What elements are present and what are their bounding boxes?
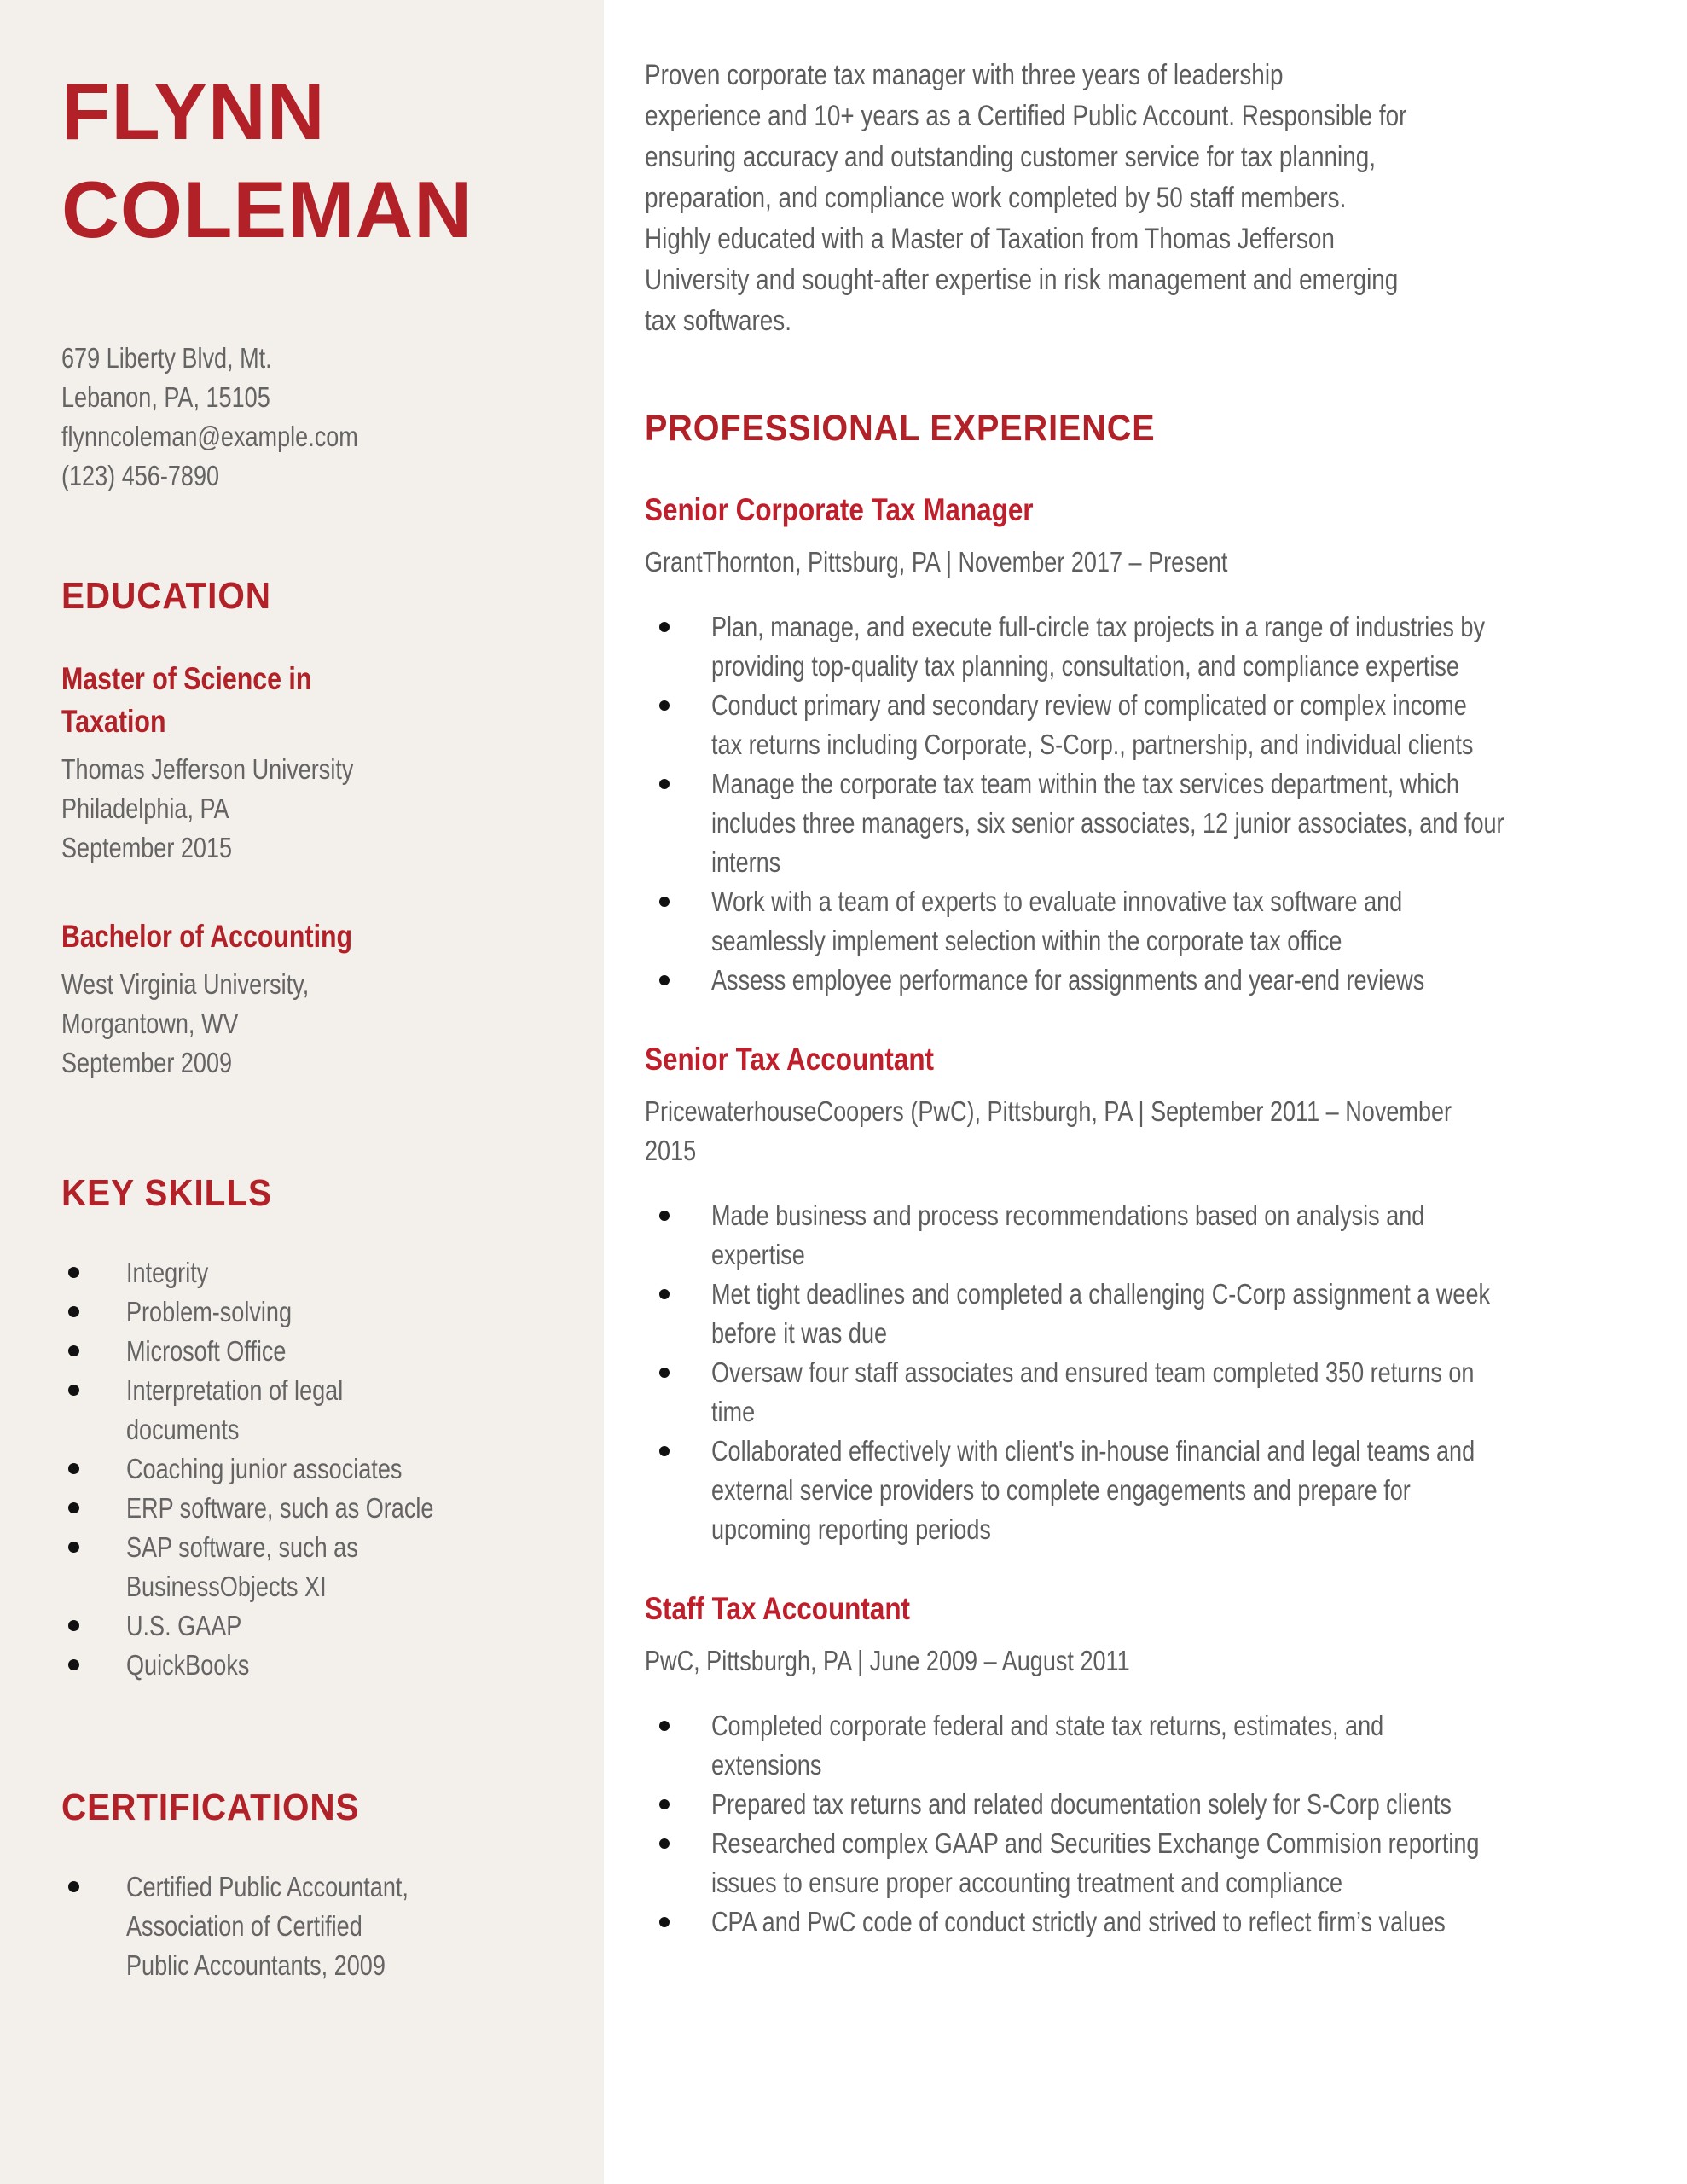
job-bullet-list xyxy=(645,607,1678,1000)
bullet-item-line: external service providers to complete engagements and prepare for xyxy=(711,1474,1411,1506)
key-skills-list xyxy=(61,1253,530,1685)
bullet-item xyxy=(645,1706,1678,1785)
summary-line-line: Highly educated with a Master of Taxation from Thomas Jefferson xyxy=(645,223,1335,255)
job-meta-line xyxy=(645,543,1493,582)
skill-item-line: Integrity xyxy=(126,1257,209,1288)
contact-address-line2: Lebanon, PA, 15105 xyxy=(61,381,270,413)
summary-line xyxy=(645,177,1493,218)
candidate-name xyxy=(61,62,530,258)
skill-item xyxy=(61,1646,530,1685)
job-bullet-list xyxy=(645,1196,1678,1549)
degree-title-line xyxy=(61,915,446,958)
degree-title-line-line: Taxation xyxy=(61,704,166,739)
bullet-item xyxy=(645,686,1678,764)
summary-line-line: tax softwares. xyxy=(645,305,791,337)
skill-item-line: Interpretation of legal xyxy=(126,1374,344,1406)
contact-email: flynncoleman@example.com xyxy=(61,421,358,452)
contact-phone: (123) 456-7890 xyxy=(61,460,220,491)
job-title: Staff Tax Accountant xyxy=(645,1591,911,1626)
bullet-item xyxy=(645,1353,1678,1432)
bullet-item xyxy=(645,961,1678,1000)
key-skills-heading: KEY SKILLS xyxy=(61,1172,272,1214)
candidate-first-name: FLYNN xyxy=(61,67,326,156)
bullet-item xyxy=(645,1785,1678,1824)
summary-line xyxy=(645,136,1493,177)
degree-school: Thomas Jefferson University xyxy=(61,753,354,785)
summary-line-line: Proven corporate tax manager with three years of leadership xyxy=(645,59,1284,91)
bullet-item-line: Met tight deadlines and completed a challenging C-Corp assignment a week xyxy=(711,1278,1491,1310)
main-column xyxy=(604,0,1687,2184)
skill-item xyxy=(61,1449,530,1489)
bullet-item-line: tax returns including Corporate, S-Corp., partnership, and individual clients xyxy=(711,729,1474,760)
degree-entry xyxy=(61,915,530,1083)
job-meta-line-line: GrantThornton, Pittsburg, PA | November 2017 – Present xyxy=(645,546,1228,578)
bullet-item-line: Manage the corporate tax team within the tax services department, which xyxy=(711,768,1459,799)
bullet-item-line: Researched complex GAAP and Securities Exchange Commision reporting xyxy=(711,1827,1480,1859)
degree-title xyxy=(61,915,530,958)
job-meta-line xyxy=(645,1092,1493,1131)
bullet-item xyxy=(645,607,1678,686)
degree-location: Philadelphia, PA xyxy=(61,793,229,824)
job-meta xyxy=(645,1092,1678,1170)
bullet-item-line: Completed corporate federal and state tax returns, estimates, and xyxy=(711,1710,1384,1741)
job-meta-line-line: 2015 xyxy=(645,1135,697,1166)
skill-item-line: Microsoft Office xyxy=(126,1335,287,1367)
certification-item xyxy=(61,1867,530,1985)
certifications-list xyxy=(61,1867,530,1985)
bullet-item xyxy=(645,1196,1678,1275)
bullet-item-line: includes three managers, six senior associates, 12 junior associates, and four xyxy=(711,807,1504,839)
bullet-item-line: issues to ensure proper accounting treatment and compliance xyxy=(711,1867,1343,1898)
bullet-item-line: interns xyxy=(711,846,781,878)
education-heading: EDUCATION xyxy=(61,575,271,617)
job-title: Senior Tax Accountant xyxy=(645,1042,935,1077)
degree-title-line-line: Master of Science in xyxy=(61,661,312,696)
bullet-item-line: Oversaw four staff associates and ensured team completed 350 returns on xyxy=(711,1356,1475,1388)
job-meta-line xyxy=(645,1641,1493,1681)
bullet-item-line: Prepared tax returns and related documentation solely for S-Corp clients xyxy=(711,1788,1452,1820)
degree-title-line-line: Bachelor of Accounting xyxy=(61,919,353,954)
experience-heading: PROFESSIONAL EXPERIENCE xyxy=(645,408,1156,449)
bullet-item xyxy=(645,1432,1678,1549)
job-meta-line-line: PwC, Pittsburgh, PA | June 2009 – August 2011 xyxy=(645,1645,1130,1676)
bullet-item-line: providing top-quality tax planning, consultation, and compliance expertise xyxy=(711,650,1459,682)
skill-item-line: Problem-solving xyxy=(126,1296,293,1327)
summary-line xyxy=(645,96,1493,136)
certifications-heading: CERTIFICATIONS xyxy=(61,1786,360,1828)
bullet-item-line: time xyxy=(711,1396,756,1427)
skill-item xyxy=(61,1253,530,1292)
degree-title-line xyxy=(61,658,446,700)
summary-line xyxy=(645,300,1493,341)
bullet-item xyxy=(645,1275,1678,1353)
bullet-item-line: before it was due xyxy=(711,1317,888,1349)
certification-item-line: Association of Certified xyxy=(126,1910,362,1942)
bullet-item-line: Assess employee performance for assignments and year-end reviews xyxy=(711,964,1425,996)
contact-info xyxy=(61,339,530,496)
skill-item-line: BusinessObjects XI xyxy=(126,1571,327,1602)
bullet-item-line: Plan, manage, and execute full-circle tax projects in a range of industries by xyxy=(711,611,1486,642)
skill-item xyxy=(61,1606,530,1646)
job-entry xyxy=(645,1041,1678,1549)
skill-item xyxy=(61,1489,530,1528)
summary-line xyxy=(645,218,1493,259)
bullet-item-line: extensions xyxy=(711,1749,822,1780)
degree-location: Morgantown, WV xyxy=(61,1008,239,1039)
summary-line-line: ensuring accuracy and outstanding customer service for tax planning, xyxy=(645,141,1377,173)
job-bullet-list xyxy=(645,1706,1678,1942)
summary-line-line: preparation, and compliance work completed by 50 staff members. xyxy=(645,182,1347,214)
job-meta-line-line: PricewaterhouseCoopers (PwC), Pittsburgh, PA | September 2011 – November xyxy=(645,1095,1452,1127)
skill-item-line: ERP software, such as Oracle xyxy=(126,1492,434,1524)
job-title: Senior Corporate Tax Manager xyxy=(645,492,1034,527)
bullet-item xyxy=(645,1824,1678,1902)
certification-item-line: Certified Public Accountant, xyxy=(126,1871,409,1902)
bullet-item-line: seamlessly implement selection within the corporate tax office xyxy=(711,925,1342,956)
skill-item xyxy=(61,1292,530,1332)
contact-address-line1: 679 Liberty Blvd, Mt. xyxy=(61,342,272,374)
degree-title xyxy=(61,658,530,743)
degree-title-line xyxy=(61,700,446,743)
job-meta xyxy=(645,1641,1678,1681)
bullet-item-line: expertise xyxy=(711,1239,805,1270)
skill-item xyxy=(61,1371,530,1449)
bullet-item-line: Work with a team of experts to evaluate innovative tax software and xyxy=(711,886,1403,917)
skill-item-line: QuickBooks xyxy=(126,1649,250,1681)
bullet-item-line: upcoming reporting periods xyxy=(711,1513,991,1545)
certification-item-line: Public Accountants, 2009 xyxy=(126,1949,386,1981)
degree-school: West Virginia University, xyxy=(61,968,310,1000)
sidebar xyxy=(0,0,604,2184)
degree-date: September 2009 xyxy=(61,1047,233,1078)
summary-line xyxy=(645,259,1493,300)
bullet-item-line: CPA and PwC code of conduct strictly and strived to reflect firm’s values xyxy=(711,1906,1446,1937)
skill-item-line: SAP software, such as xyxy=(126,1531,358,1563)
job-entry xyxy=(645,491,1678,1000)
bullet-item-line: Conduct primary and secondary review of complicated or complex income xyxy=(711,689,1467,721)
skill-item-line: U.S. GAAP xyxy=(126,1610,242,1641)
skill-item-line: documents xyxy=(126,1414,240,1445)
candidate-last-name: COLEMAN xyxy=(61,165,473,254)
summary-line-line: experience and 10+ years as a Certified Public Account. Responsible for xyxy=(645,100,1407,132)
bullet-item xyxy=(645,882,1678,961)
bullet-item xyxy=(645,1902,1678,1942)
bullet-item xyxy=(645,764,1678,882)
degree-details xyxy=(61,965,530,1083)
summary-line xyxy=(645,55,1493,96)
summary-line-line: University and sought-after expertise in risk management and emerging xyxy=(645,264,1399,296)
degree-date: September 2015 xyxy=(61,832,233,863)
skill-item-line: Coaching junior associates xyxy=(126,1453,403,1484)
bullet-item-line: Made business and process recommendations based on analysis and xyxy=(711,1199,1425,1231)
skill-item xyxy=(61,1332,530,1371)
job-meta xyxy=(645,543,1678,582)
job-entry xyxy=(645,1590,1678,1942)
degree-details xyxy=(61,750,530,868)
bullet-item-line: Collaborated effectively with client's in-house financial and legal teams and xyxy=(711,1435,1475,1467)
degree-entry xyxy=(61,658,530,868)
skill-item xyxy=(61,1528,530,1606)
professional-summary xyxy=(645,55,1678,341)
job-meta-line xyxy=(645,1131,1493,1170)
